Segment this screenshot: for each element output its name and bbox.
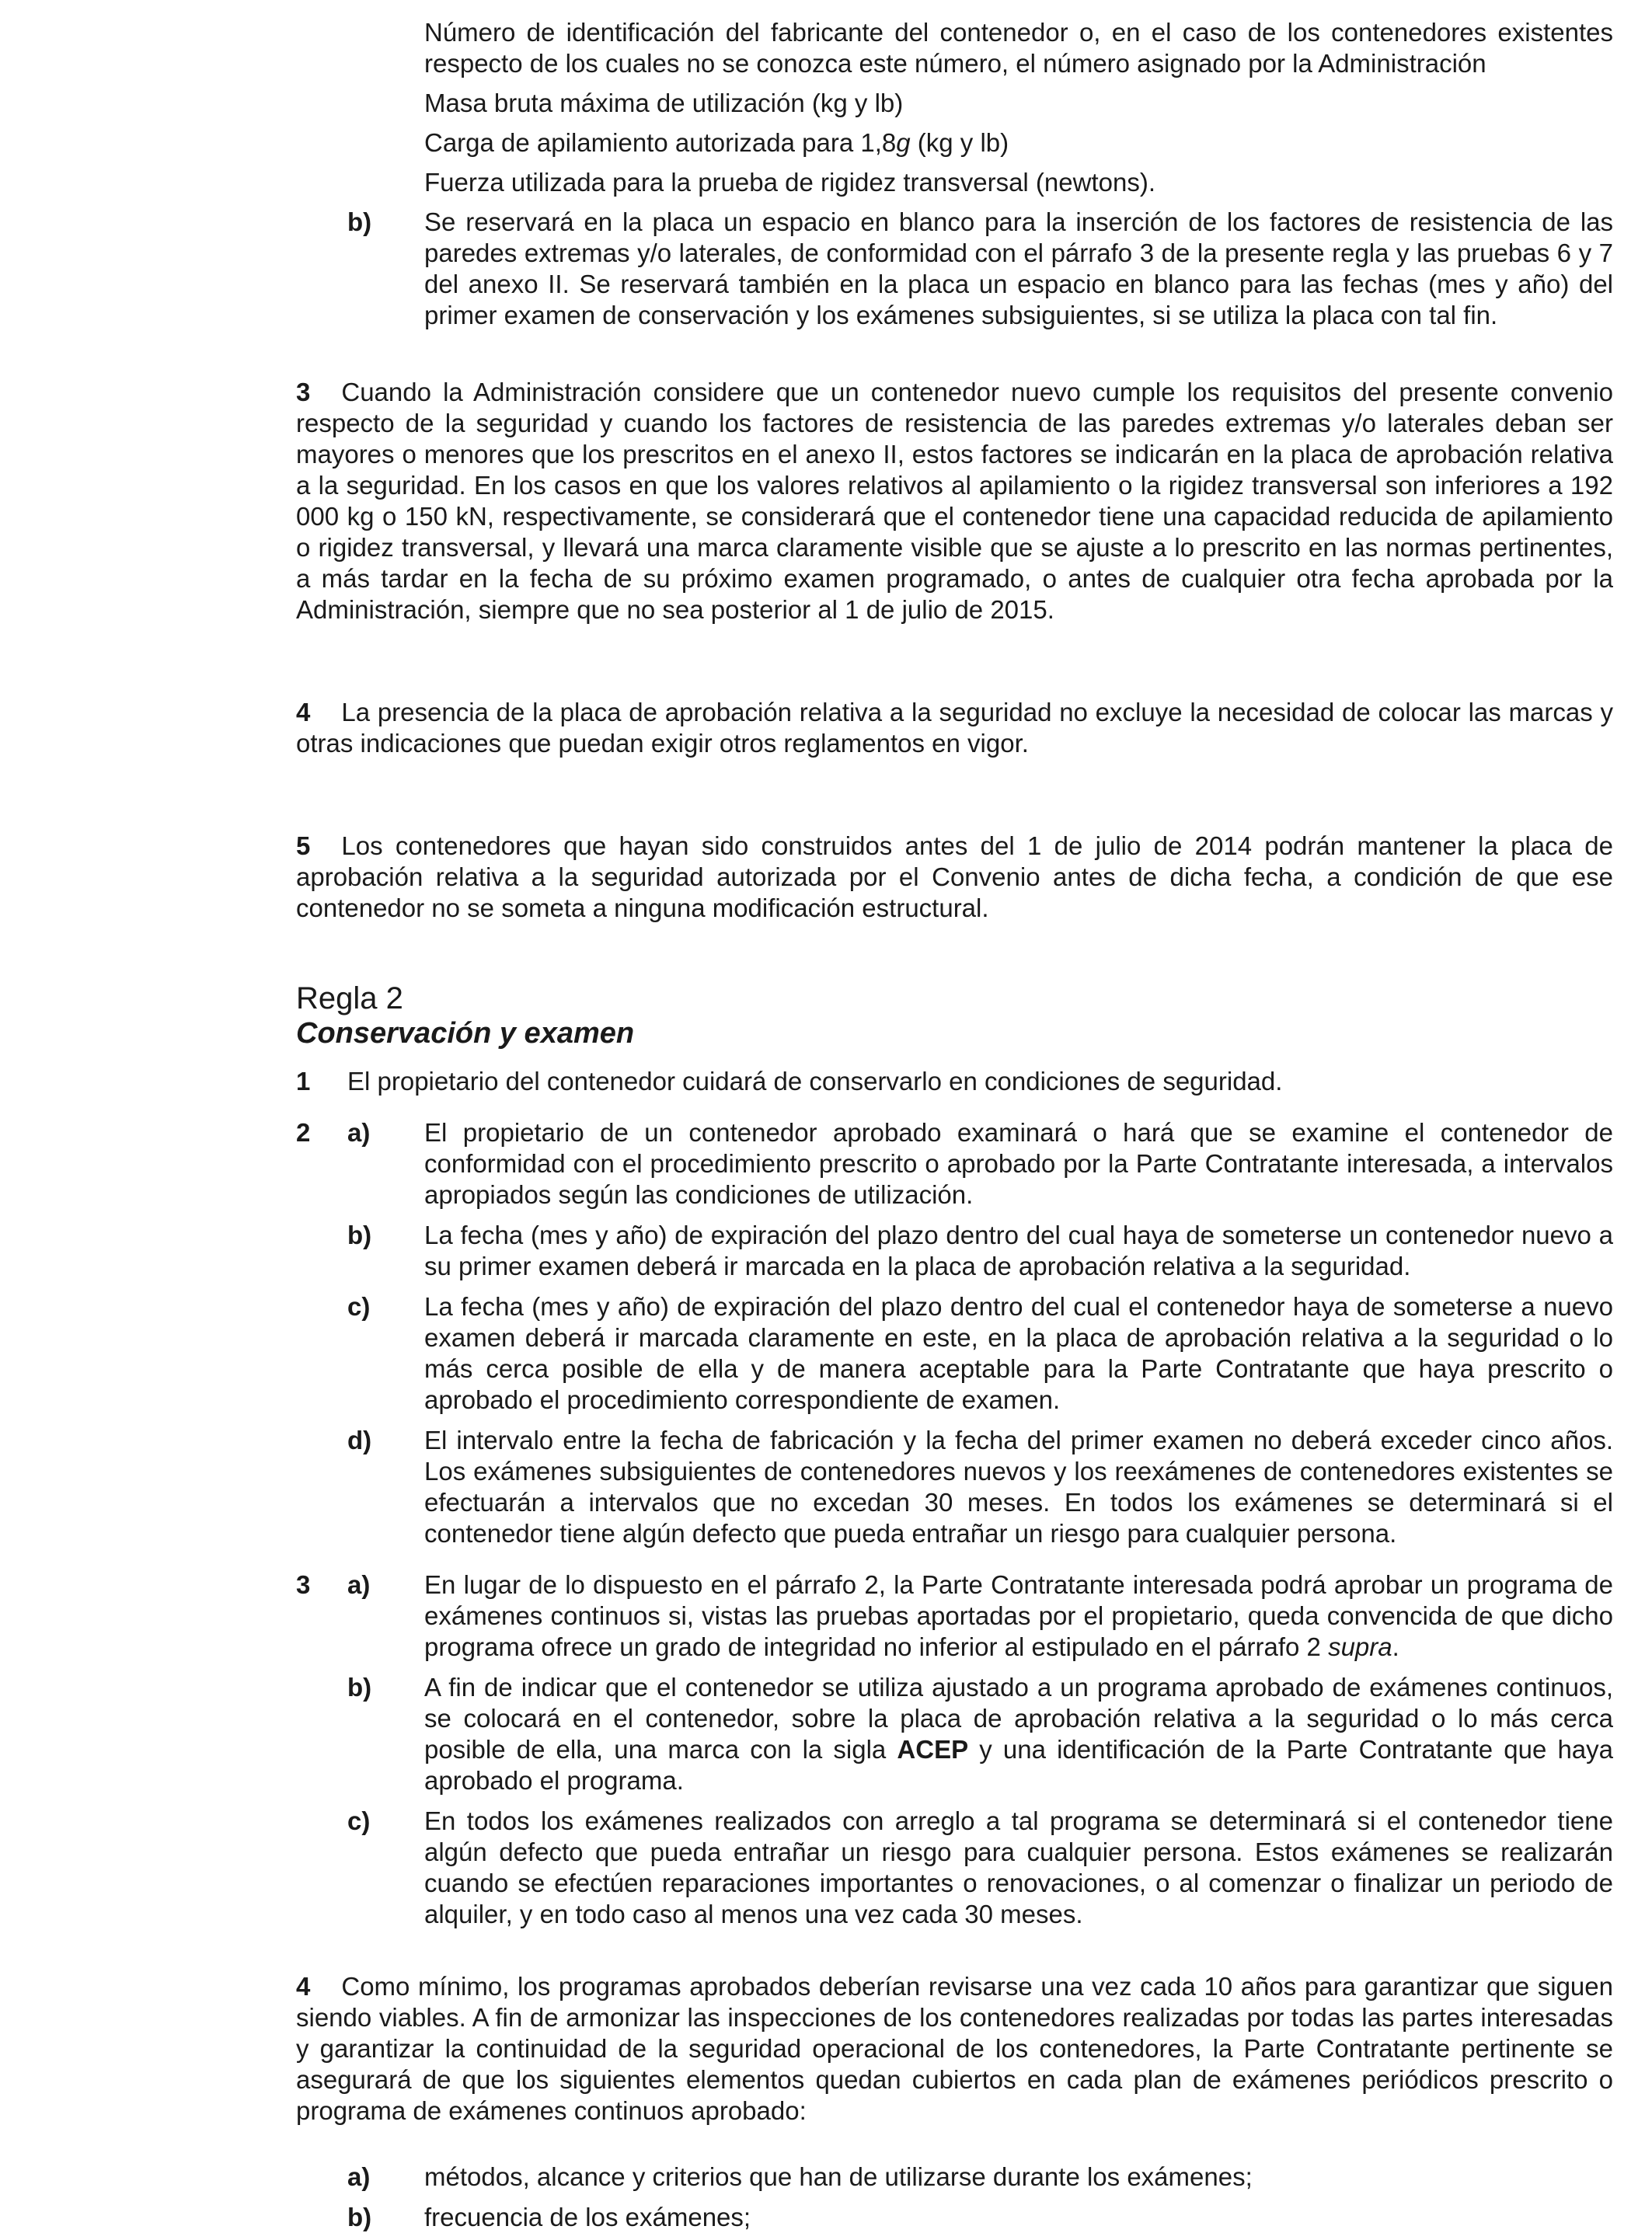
item-text-end: . bbox=[1392, 1632, 1399, 1661]
item-text: En todos los exámenes realizados con arreglo a tal programa se determinará si el contenedor tiene algún defecto que pueda entrañar un riesgo para cualquier persona. Estos exámenes se realizarán cuando se efectúen reparaciones importantes o renovaciones, o al comenzar o finalizar un periodo de alquiler, y en todo caso al menos una vez cada 30 meses. bbox=[424, 1806, 1613, 1928]
paragraph-3 bbox=[296, 377, 1613, 625]
paragraph-number: 3 bbox=[296, 1570, 311, 1599]
rule2-paragraph-4b bbox=[296, 2202, 1613, 2233]
item-b-reserved-space bbox=[296, 207, 1613, 331]
rule-heading: Regla 2 bbox=[296, 981, 403, 1015]
item-letter: a) bbox=[347, 1570, 371, 1599]
item-letter: b) bbox=[347, 1673, 372, 1702]
item-text bbox=[424, 1569, 1613, 1663]
item-text: Se reservará en la placa un espacio en blanco para la inserción de los factores de resistencia de las paredes extremas y/o laterales, de conformidad con el párrafo 3 de la presente regla y las pruebas 6 y 7 del anexo II. Se reservará también en la placa un espacio en blanco para las fechas (mes y año) del primer examen de conservación y los exámenes subsiguientes, si se utiliza la placa con tal fin. bbox=[424, 207, 1613, 329]
stacking-load-text: Carga de apilamiento autorizada para 1,8 bbox=[424, 128, 897, 157]
item-letter: d) bbox=[347, 1426, 372, 1454]
plate-item-stacking-load bbox=[424, 127, 1613, 159]
plate-info-list bbox=[296, 17, 1613, 198]
paragraph-number: 5 bbox=[296, 831, 311, 860]
item-text-end: y una identificación de la Parte Contratante que haya aprobado el programa. bbox=[424, 1735, 1614, 1795]
document-page bbox=[296, 17, 1613, 2233]
plate-item-manufacturer-id: Número de identificación del fabricante del contenedor o, en el caso de los contenedores existentes respecto de los cuales no se conozca este número, el número asignado por la Administración bbox=[424, 18, 1613, 78]
paragraph-number: 3 bbox=[296, 378, 311, 406]
item-letter: b) bbox=[347, 207, 372, 236]
item-text: La fecha (mes y año) de expiración del plazo dentro del cual haya de someterse un contenedor nuevo a su primer examen deberá ir marcada en la placa de aprobación relativa a la seguridad. bbox=[424, 1221, 1613, 1280]
item-text bbox=[424, 1672, 1613, 1796]
paragraph-5 bbox=[296, 831, 1613, 924]
rule-subheading: Conservación y examen bbox=[296, 1017, 635, 1050]
paragraph-number: 2 bbox=[296, 1118, 311, 1147]
supra-word: supra bbox=[1328, 1632, 1392, 1661]
acep-mark: ACEP bbox=[897, 1735, 969, 1764]
plate-item-racking-force: Fuerza utilizada para la prueba de rigidez transversal (newtons). bbox=[424, 168, 1155, 197]
rule2-paragraph-2d bbox=[296, 1425, 1613, 1549]
plate-item-max-gross-mass: Masa bruta máxima de utilización (kg y lb) bbox=[424, 89, 904, 117]
paragraph-number: 4 bbox=[296, 1972, 311, 2001]
paragraph-4 bbox=[296, 697, 1613, 759]
item-letter: a) bbox=[347, 1118, 371, 1147]
paragraph-number: 1 bbox=[296, 1067, 311, 1096]
paragraph-text: Como mínimo, los programas aprobados deberían revisarse una vez cada 10 años para garantizar que siguen siendo viables. A fin de armonizar las inspecciones de los contenedores realizadas por todas las partes interesadas y garantizar la continuidad de la seguridad operacional de los contenedores, la Parte Contratante pertinente se asegurará de que los siguientes elementos quedan cubiertos en cada plan de exámenes periódicos prescrito o programa de exámenes continuos aprobado: bbox=[296, 1972, 1613, 2125]
item-letter: a) bbox=[347, 2162, 371, 2191]
item-letter: c) bbox=[347, 1806, 371, 1835]
rule2-paragraph-1 bbox=[296, 1066, 1613, 1097]
paragraph-text: Los contenedores que hayan sido construidos antes del 1 de julio de 2014 podrán mantener la placa de aprobación relativa a la seguridad autorizada por el Convenio antes de dicha fecha, a condición de que ese contenedor no se someta a ninguna modificación estructural. bbox=[296, 831, 1613, 922]
item-text: El intervalo entre la fecha de fabricación y la fecha del primer examen no deberá exceder cinco años. Los exámenes subsiguientes de contenedores nuevos y los reexámenes de contenedores existentes se efectuarán a intervalos que no excedan 30 meses. En todos los exámenes se determinará si el contenedor tiene algún defecto que pueda entrañar un riesgo para cualquier persona. bbox=[424, 1426, 1613, 1548]
rule2-paragraph-2a bbox=[296, 1117, 1613, 1211]
rule2-paragraph-2c bbox=[296, 1291, 1613, 1416]
rule2-paragraph-3a bbox=[296, 1569, 1613, 1663]
rule2-paragraph-4a bbox=[296, 2162, 1613, 2193]
paragraph-text: Cuando la Administración considere que un contenedor nuevo cumple los requisitos del presente convenio respecto de la seguridad y cuando los factores de resistencia de las paredes extremas y/o laterales deban ser mayores o menores que los prescritos en el anexo II, estos factores se indicarán en la placa de aprobación relativa a la seguridad. En los casos en que los valores relativos al apilamiento o la rigidez transversal son inferiores a 192 000 kg o 150 kN, respectivamente, se considerará que el contenedor tiene una capacidad reducida de apilamiento o rigidez transversal, y llevará una marca claramente visible que se ajuste a lo prescrito en las normas pertinentes, a más tardar en la fecha de su próximo examen programado, o antes de cualquier otra fecha aprobada por la Administración, siempre que no sea posterior al 1 de julio de 2015. bbox=[296, 378, 1613, 624]
item-text-main: A fin de indicar que el contenedor se utiliza ajustado a un programa aprobado de exámenes continuos, se colocará en el contenedor, sobre la placa de aprobación relativa a la seguridad o lo más cerca posible de ella, una marca con la sigla bbox=[424, 1673, 1613, 1764]
rule2-paragraph-3c bbox=[296, 1806, 1613, 1930]
item-text: métodos, alcance y criterios que han de utilizarse durante los exámenes; bbox=[424, 2162, 1253, 2191]
paragraph-text: La presencia de la placa de aprobación relativa a la seguridad no excluye la necesidad de colocar las marcas y otras indicaciones que puedan exigir otros reglamentos en vigor. bbox=[296, 698, 1613, 758]
item-letter: b) bbox=[347, 1221, 372, 1249]
item-text: frecuencia de los exámenes; bbox=[424, 2203, 751, 2231]
paragraph-number: 4 bbox=[296, 698, 311, 726]
rule2-paragraph-4 bbox=[296, 1971, 1613, 2127]
item-text-main: En lugar de lo dispuesto en el párrafo 2, la Parte Contratante interesada podrá aprobar un programa de exámenes continuos si, vistas las pruebas aportadas por el propietario, queda convencida de que dicho programa ofrece un grado de integridad no inferior al estipulado en el párrafo 2 bbox=[424, 1570, 1613, 1661]
item-text: El propietario de un contenedor aprobado examinará o hará que se examine el contenedor de conformidad con el procedimiento prescrito o aprobado por la Parte Contratante interesada, a intervalos apropiados según las condiciones de utilización. bbox=[424, 1118, 1613, 1209]
item-text: La fecha (mes y año) de expiración del plazo dentro del cual el contenedor haya de someterse a nuevo examen deberá ir marcada claramente en este, en la placa de aprobación relativa a la seguridad o lo más cerca posible de ella y de manera aceptable para la Parte Contratante que haya prescrito o aprobado el procedimiento correspondiente de examen. bbox=[424, 1292, 1613, 1414]
item-letter: b) bbox=[347, 2203, 372, 2231]
rule2-paragraph-3b bbox=[296, 1672, 1613, 1796]
stacking-load-g: g bbox=[896, 128, 911, 157]
item-letter: c) bbox=[347, 1292, 371, 1321]
rule2-paragraph-2b bbox=[296, 1220, 1613, 1282]
stacking-load-units: (kg y lb) bbox=[910, 128, 1009, 157]
paragraph-text: El propietario del contenedor cuidará de conservarlo en condiciones de seguridad. bbox=[347, 1067, 1283, 1096]
